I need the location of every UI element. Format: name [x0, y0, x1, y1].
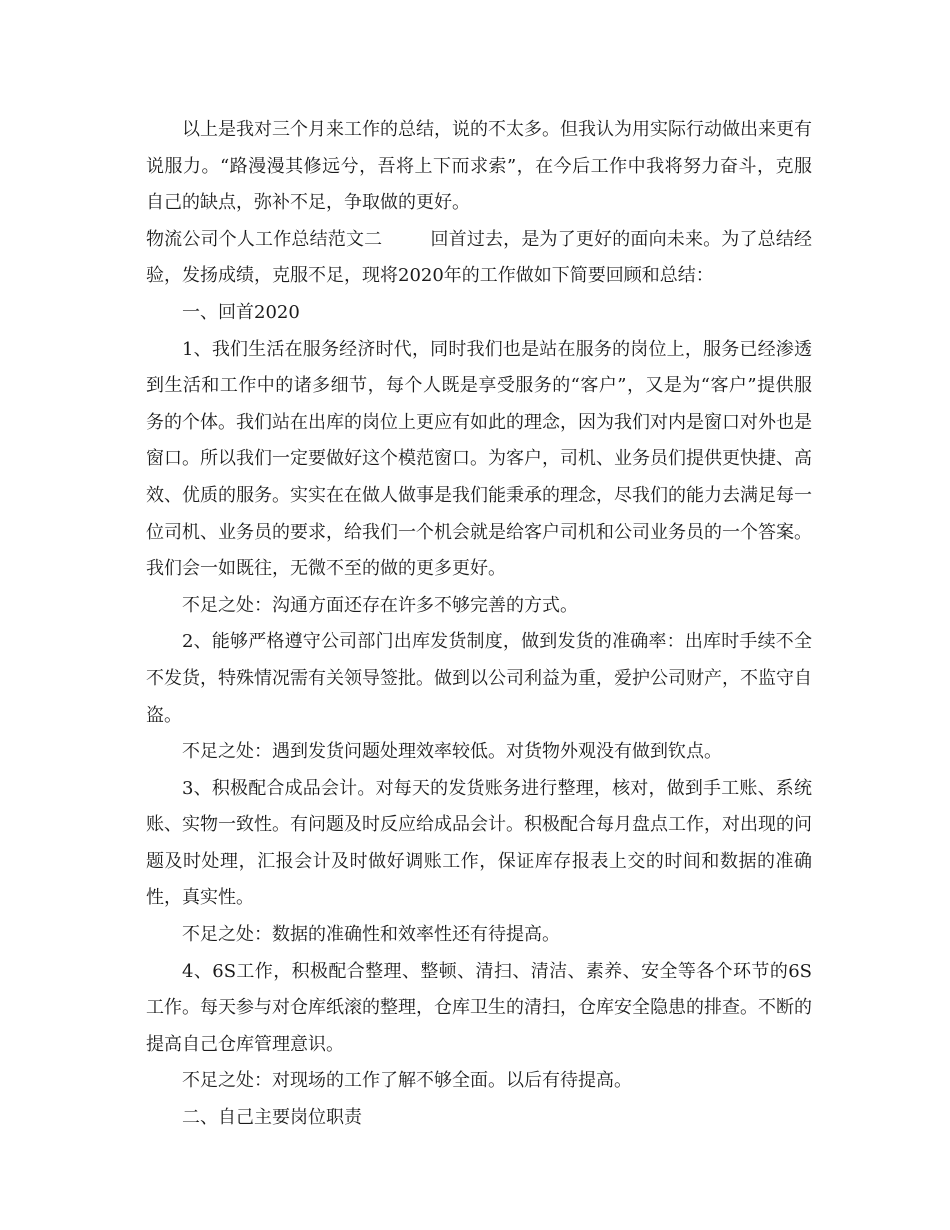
- heading-duties: 二、自己主要岗位职责: [182, 1107, 362, 1129]
- shortfall-4: 不足之处：对现场的工作了解不够全面。以后有待提高。: [182, 1070, 632, 1092]
- section-title-line: [146, 222, 812, 295]
- shortfall-1: 不足之处：沟通方面还存在许多不够完善的方式。: [182, 594, 578, 616]
- intro-paragraph: 以上是我对三个月来工作的总结，说的不太多。但我认为用实际行动做出来更有说服力。“路漫漫其修远兮，吾将上下而求索”，在今后工作中我将努力奋斗，克服自己的缺点，弥补不足，争取做的更好。: [146, 119, 812, 214]
- item-2-paragraph: 2、能够严格遵守公司部门出库发货制度，做到发货的准确率：出库时手续不全不发货，特殊情况需有关领导签批。做到以公司利益为重，爱护公司财产，不监守自盗。: [146, 631, 812, 726]
- heading-review: 一、回首2020: [182, 301, 300, 323]
- shortfall-2: 不足之处：遇到发货问题处理效率较低。对货物外观没有做到钦点。: [182, 741, 722, 763]
- item-4-paragraph: 4、6S工作，积极配合整理、整顿、清扫、清洁、素养、安全等各个环节的6S工作。每天参与对仓库纸滚的整理，仓库卫生的清扫，仓库安全隐患的排查。不断的提高自己仓库管理意识。: [146, 960, 812, 1055]
- item-3-paragraph: 3、积极配合成品会计。对每天的发货账务进行整理，核对，做到手工账、系统账、实物一致性。有问题及时反应给成品会计。积极配合每月盘点工作，对出现的问题及时处理，汇报会计及时做好调账工作，保证库存报表上交的时间和数据的准确性，真实性。: [146, 777, 812, 909]
- section-title: 物流公司个人工作总结范文二: [146, 228, 383, 250]
- shortfall-3: 不足之处：数据的准确性和效率性还有待提高。: [182, 924, 560, 946]
- item-1-paragraph: 1、我们生活在服务经济时代，同时我们也是站在服务的岗位上，服务已经渗透到生活和工作中的诸多细节，每个人既是享受服务的“客户”，又是为“客户”提供服务的个体。我们站在出库的岗位上更应有如此的理念，因为我们对内是窗口对外也是窗口。所以我们一定要做好这个模范窗口。为客户，司机、业务员们提供更快捷、高效、优质的服务。实实在在做人做事是我们能秉承的理念，尽我们的能力去满足每一位司机、业务员的要求，给我们一个机会就是给客户司机和公司业务员的一个答案。我们会一如既往，无微不至的做的更多更好。: [146, 338, 812, 580]
- section-intro: 回首过去，是为了更好的面向未来。为了总结经验，发扬成绩，克服不足，现将2020年的工作做如下简要回顾和总结：: [146, 228, 813, 287]
- document-body: [146, 112, 812, 1137]
